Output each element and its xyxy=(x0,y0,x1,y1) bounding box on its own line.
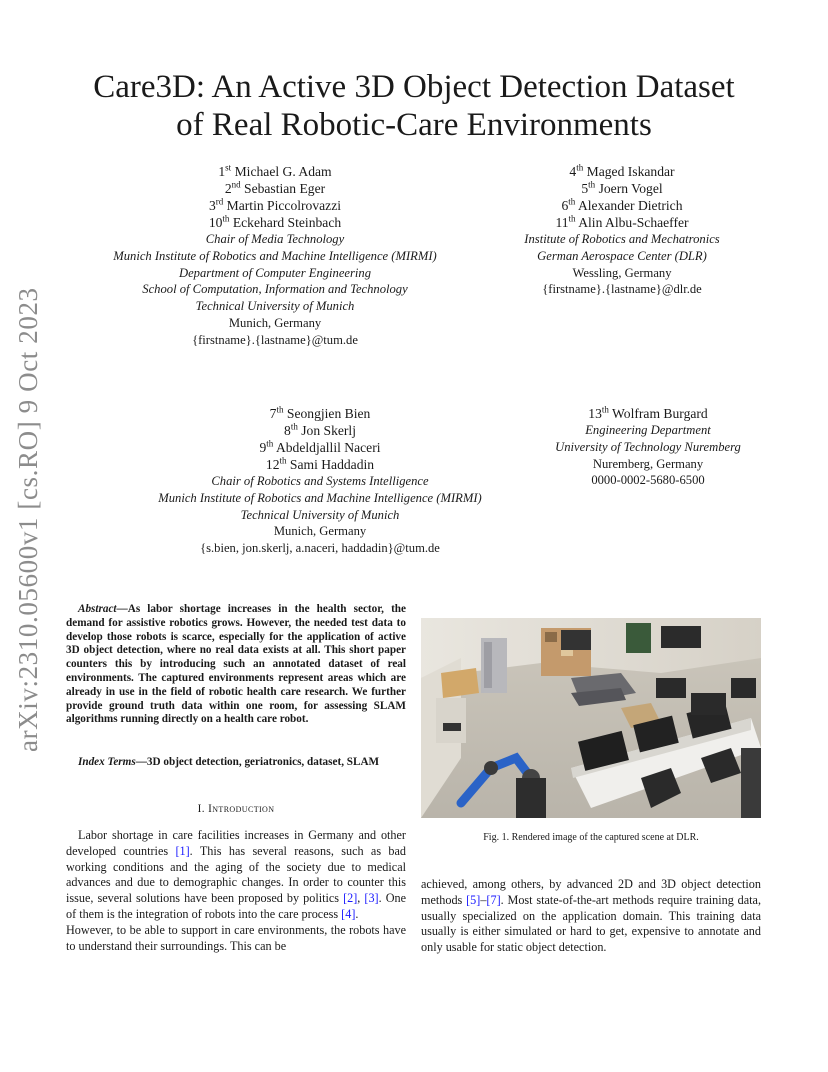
affiliation-line: Chair of Media Technology xyxy=(205,232,345,246)
author-fullname: Maged Iskandar xyxy=(583,164,675,179)
arxiv-stamp: arXiv:2310.05600v1 [cs.RO] 9 Oct 2023 xyxy=(13,287,43,752)
affiliation-city-3: Munich, Germany xyxy=(273,524,367,539)
author-name xyxy=(528,405,768,422)
section-heading xyxy=(66,803,406,815)
author-fullname: Michael G. Adam xyxy=(231,164,332,179)
author-fullname: Seongjien Bien xyxy=(283,406,371,421)
author-index: 4 xyxy=(569,164,577,179)
author-name xyxy=(75,180,475,197)
author-index-suffix: th xyxy=(276,404,284,415)
citation-link[interactable]: [1] xyxy=(175,843,190,858)
affiliation-line: Technical University of Munich xyxy=(195,299,355,314)
intro-text: . Most state-of-the-art methods require training data, usually specialized on the application domain. This training data usually is either simulated or hard to get, expensive to annotate and only usable for static object detection. xyxy=(421,892,761,955)
affiliation-orcid-4[interactable]: 0000-0002-5680-6500 xyxy=(591,473,705,488)
author-list-2 xyxy=(492,163,752,231)
figure-caption: Fig. 1. Rendered image of the captured scene at DLR. xyxy=(483,832,699,843)
author-name xyxy=(492,180,752,197)
author-fullname: Sebastian Eger xyxy=(240,181,326,196)
author-index: 10 xyxy=(208,215,223,230)
intro-text: achieved, among others, by advanced 2D and 3D object detection methods xyxy=(421,877,761,907)
intro-text: . This has several reasons, such as bad working conditions and the aging of the society due to medical advances and due to demographic changes. In order to counter this issue, several solutions have been proposed by politics xyxy=(66,843,407,906)
author-index-suffix: st xyxy=(225,162,232,173)
affiliation-city-2: Wessling, Germany xyxy=(572,265,672,280)
citation-link[interactable]: [7] xyxy=(486,892,501,907)
author-fullname: Alexander Dietrich xyxy=(575,198,683,213)
abstract xyxy=(66,603,406,727)
abstract-heading: Abstract xyxy=(78,603,117,615)
intro-text: Labor shortage in care facilities increases in Germany and other developed countries xyxy=(66,828,406,858)
affiliation-city-1: Munich, Germany xyxy=(228,315,322,330)
author-index-suffix: th xyxy=(222,213,230,224)
author-index: 2 xyxy=(224,181,232,196)
citation-link[interactable]: [5] xyxy=(466,892,481,907)
author-group-4 xyxy=(528,405,768,489)
author-index-suffix: th xyxy=(601,404,609,415)
author-name xyxy=(75,163,475,180)
author-name xyxy=(75,214,475,231)
affiliation-line: Munich Institute of Robotics and Machine Intelligence (MIRMI) xyxy=(113,248,437,263)
affiliation-list-3 xyxy=(120,473,520,523)
author-index: 11 xyxy=(555,215,569,230)
paper-title xyxy=(0,68,828,144)
affiliation-line: Engineering Department xyxy=(585,423,711,437)
author-list-3 xyxy=(120,405,520,473)
author-list-1 xyxy=(75,163,475,231)
affiliation-list-4 xyxy=(528,422,768,456)
author-group-1 xyxy=(75,163,475,349)
author-name xyxy=(120,405,520,422)
intro-paragraph-3 xyxy=(421,877,761,956)
author-name xyxy=(120,422,520,439)
author-fullname: Sami Haddadin xyxy=(286,457,375,472)
author-index: 13 xyxy=(588,406,602,421)
title-line-2: of Real Robotic-Care Environments xyxy=(176,107,652,143)
index-terms-text: —3D object detection, geriatronics, dataset, SLAM xyxy=(135,756,380,768)
author-group-3 xyxy=(120,405,520,557)
affiliation-line: University of Technology Nuremberg xyxy=(555,439,741,454)
citation-link[interactable]: [2] xyxy=(343,891,358,906)
author-index: 6 xyxy=(561,198,569,213)
author-list-4 xyxy=(528,405,768,422)
intro-paragraph-1 xyxy=(66,828,406,923)
author-index-suffix: th xyxy=(290,421,298,432)
affiliation-city-4: Nuremberg, Germany xyxy=(592,456,704,471)
author-index-suffix: nd xyxy=(231,179,241,190)
author-index-suffix: th xyxy=(576,162,584,173)
figure-scene-image xyxy=(421,618,761,818)
abstract-text: —As labor shortage increases in the health sector, the demand for assistive robotics grows. However, the needed test data to develop those robots is scarce, especially for the application of active 3D object detection, where no real data exists at all. This short paper counters this by introducing such an annotated dataset of real environments. The captured environments represent areas which are already in use in the field of robotic health care research. We further provide ground truth data within one room, for assessing SLAM algorithms running directly on a health care robot. xyxy=(66,603,406,726)
affiliation-email-2[interactable]: {firstname}.{lastname}@dlr.de xyxy=(542,282,702,297)
index-terms-heading: Index Terms xyxy=(78,756,136,768)
author-index: 9 xyxy=(259,440,267,455)
author-name xyxy=(492,163,752,180)
affiliation-list-2 xyxy=(492,231,752,265)
author-index-suffix: th xyxy=(568,196,576,207)
author-name xyxy=(75,197,475,214)
title-line-1: Care3D: An Active 3D Object Detection Dataset xyxy=(93,69,735,105)
affiliation-line: Institute of Robotics and Mechatronics xyxy=(524,232,720,246)
intro-text: , xyxy=(357,891,365,906)
author-fullname: Martin Piccolrovazzi xyxy=(223,198,342,213)
section-title: Introduction xyxy=(208,803,275,815)
affiliation-line: Technical University of Munich xyxy=(240,507,400,522)
author-index-suffix: th xyxy=(279,455,287,466)
author-index: 3 xyxy=(208,198,216,213)
author-index: 8 xyxy=(284,423,291,438)
author-index: 12 xyxy=(265,457,280,472)
author-name xyxy=(492,197,752,214)
author-fullname: Jon Skerlj xyxy=(297,423,356,438)
affiliation-email-3[interactable]: {s.bien, jon.skerlj, a.naceri, haddadin}@tum.de xyxy=(200,541,440,556)
citation-link[interactable]: [3] xyxy=(364,891,379,906)
intro-text: – xyxy=(480,892,487,907)
affiliation-line: School of Computation, Information and Technology xyxy=(142,282,408,297)
intro-left-column xyxy=(66,828,406,954)
author-index-suffix: rd xyxy=(215,196,224,207)
author-index-suffix: th xyxy=(266,438,274,449)
author-fullname: Abdeldjallil Naceri xyxy=(273,440,381,455)
intro-text: . xyxy=(355,906,359,921)
affiliation-line: Chair of Robotics and Systems Intelligence xyxy=(211,474,429,488)
intro-right-column xyxy=(421,877,761,956)
author-index-suffix: th xyxy=(568,213,576,224)
author-index: 5 xyxy=(581,181,589,196)
author-fullname: Eckehard Steinbach xyxy=(229,215,342,230)
author-name xyxy=(120,456,520,473)
author-index: 7 xyxy=(269,406,277,421)
author-name xyxy=(492,214,752,231)
citation-link[interactable]: [4] xyxy=(341,906,356,921)
affiliation-list-1 xyxy=(75,231,475,315)
author-index: 1 xyxy=(218,164,226,179)
index-terms xyxy=(66,755,406,769)
author-fullname: Alin Albu-Schaeffer xyxy=(575,215,689,230)
scene-illustration xyxy=(421,618,761,818)
section-number: I. xyxy=(197,803,205,815)
author-name xyxy=(120,439,520,456)
author-fullname: Joern Vogel xyxy=(595,181,663,196)
author-index-suffix: th xyxy=(588,179,596,190)
intro-paragraph-2: However, to be able to support in care environments, the robots have to understand their surroundings. This can be xyxy=(66,922,406,953)
affiliation-line: Department of Computer Engineering xyxy=(178,265,372,280)
affiliation-email-1[interactable]: {firstname}.{lastname}@tum.de xyxy=(192,332,358,347)
intro-text: . One of them is the integration of robots into the care process xyxy=(66,891,407,921)
author-group-2 xyxy=(492,163,752,298)
affiliation-line: German Aerospace Center (DLR) xyxy=(537,248,707,263)
affiliation-line: Munich Institute of Robotics and Machine Intelligence (MIRMI) xyxy=(158,490,482,505)
author-fullname: Wolfram Burgard xyxy=(608,406,708,421)
